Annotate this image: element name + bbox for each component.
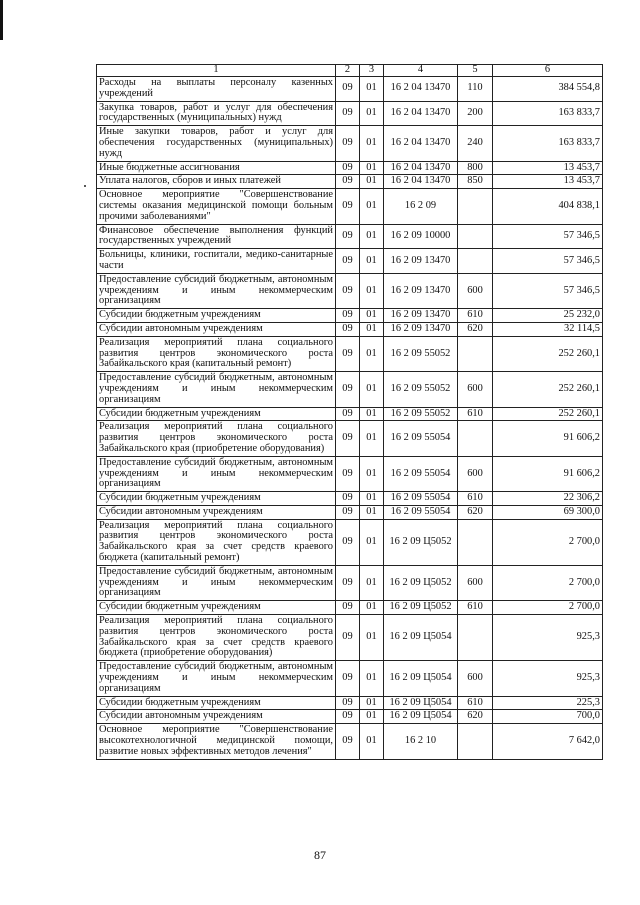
- header-col-4: 4: [384, 65, 458, 77]
- row-expense-type-cell: 110: [458, 77, 493, 102]
- table-row: [97, 175, 603, 189]
- row-amount-cell: 384 554,8: [493, 77, 603, 102]
- row-subsection-cell: 01: [360, 309, 384, 323]
- row-amount-cell: 925,3: [493, 661, 603, 696]
- row-subsection-cell: 01: [360, 505, 384, 519]
- row-expense-type-cell: 610: [458, 601, 493, 615]
- row-section-cell: 09: [336, 421, 360, 456]
- row-expense-type-cell: 600: [458, 372, 493, 407]
- row-name-cell: Субсидии бюджетным учреждениям: [97, 696, 336, 710]
- header-col-1: 1: [97, 65, 336, 77]
- table-row: [97, 565, 603, 600]
- row-section-cell: 09: [336, 273, 360, 308]
- row-name-cell: Реализация мероприятий плана социального развития центров экономического роста Забайкальского края (капитальный ремонт): [97, 336, 336, 371]
- row-name-cell: Предоставление субсидий бюджетным, автономным учреждениям и иным некоммерческим организациям: [97, 456, 336, 491]
- row-name-cell: Уплата налогов, сборов и иных платежей: [97, 175, 336, 189]
- header-col-3: 3: [360, 65, 384, 77]
- table-row: [97, 710, 603, 724]
- row-name-cell: Предоставление субсидий бюджетным, автономным учреждениям и иным некоммерческим организациям: [97, 661, 336, 696]
- row-name-cell: Основное мероприятие "Совершенствование высокотехнологичной медицинской помощи, развитие новых эффективных методов лечения": [97, 724, 336, 759]
- row-subsection-cell: 01: [360, 101, 384, 126]
- header-col-2: 2: [336, 65, 360, 77]
- row-section-cell: 09: [336, 309, 360, 323]
- table-body: [97, 77, 603, 760]
- row-amount-cell: 2 700,0: [493, 601, 603, 615]
- row-section-cell: 09: [336, 322, 360, 336]
- row-expense-type-cell: [458, 249, 493, 274]
- row-section-cell: 09: [336, 175, 360, 189]
- row-section-cell: 09: [336, 249, 360, 274]
- row-name-cell: Субсидии бюджетным учреждениям: [97, 601, 336, 615]
- row-amount-cell: 22 306,2: [493, 492, 603, 506]
- table-row: [97, 224, 603, 249]
- row-expense-type-cell: 610: [458, 492, 493, 506]
- table-row: [97, 249, 603, 274]
- table-row: [97, 615, 603, 661]
- row-amount-cell: 69 300,0: [493, 505, 603, 519]
- row-name-cell: Субсидии бюджетным учреждениям: [97, 407, 336, 421]
- row-target-article-cell: 16 2 09 55052: [384, 336, 458, 371]
- row-section-cell: 09: [336, 126, 360, 161]
- row-subsection-cell: 01: [360, 407, 384, 421]
- row-expense-type-cell: 610: [458, 407, 493, 421]
- row-name-cell: Субсидии бюджетным учреждениям: [97, 492, 336, 506]
- row-name-cell: Предоставление субсидий бюджетным, автономным учреждениям и иным некоммерческим организациям: [97, 273, 336, 308]
- table-row: [97, 77, 603, 102]
- row-expense-type-cell: 600: [458, 273, 493, 308]
- row-amount-cell: 91 606,2: [493, 456, 603, 491]
- row-expense-type-cell: [458, 724, 493, 759]
- row-name-cell: Расходы на выплаты персоналу казенных учреждений: [97, 77, 336, 102]
- row-subsection-cell: 01: [360, 224, 384, 249]
- row-name-cell: Предоставление субсидий бюджетным, автономным учреждениям и иным некоммерческим организациям: [97, 565, 336, 600]
- row-section-cell: 09: [336, 407, 360, 421]
- row-section-cell: 09: [336, 615, 360, 661]
- row-expense-type-cell: [458, 189, 493, 224]
- row-name-cell: Финансовое обеспечение выполнения функций государственных учреждений: [97, 224, 336, 249]
- row-subsection-cell: 01: [360, 615, 384, 661]
- row-expense-type-cell: [458, 615, 493, 661]
- row-expense-type-cell: [458, 519, 493, 565]
- row-expense-type-cell: 610: [458, 696, 493, 710]
- row-amount-cell: 225,3: [493, 696, 603, 710]
- row-subsection-cell: 01: [360, 322, 384, 336]
- row-expense-type-cell: 620: [458, 505, 493, 519]
- table-row: [97, 456, 603, 491]
- row-name-cell: Реализация мероприятий плана социального развития центров экономического роста Забайкальского края за счет средств краевого бюджета (капитальный ремонт): [97, 519, 336, 565]
- row-expense-type-cell: [458, 421, 493, 456]
- row-section-cell: 09: [336, 710, 360, 724]
- row-subsection-cell: 01: [360, 372, 384, 407]
- row-section-cell: 09: [336, 372, 360, 407]
- row-target-article-cell: 16 2 09 13470: [384, 273, 458, 308]
- scan-corner-mark: [0, 0, 3, 40]
- row-section-cell: 09: [336, 519, 360, 565]
- row-name-cell: Основное мероприятие "Совершенствование системы оказания медицинской помощи больным прочими заболеваниями": [97, 189, 336, 224]
- row-amount-cell: 57 346,5: [493, 273, 603, 308]
- row-target-article-cell: 16 2 09 Ц5052: [384, 519, 458, 565]
- row-amount-cell: 252 260,1: [493, 372, 603, 407]
- row-name-cell: Реализация мероприятий плана социального развития центров экономического роста Забайкальского края (приобретение оборудования): [97, 421, 336, 456]
- table-row: [97, 492, 603, 506]
- row-amount-cell: 404 838,1: [493, 189, 603, 224]
- table-row: [97, 336, 603, 371]
- table-row: [97, 421, 603, 456]
- row-target-article-cell: 16 2 09: [384, 189, 458, 224]
- table-row: [97, 309, 603, 323]
- row-name-cell: Субсидии автономным учреждениям: [97, 710, 336, 724]
- row-target-article-cell: 16 2 09 55054: [384, 505, 458, 519]
- row-target-article-cell: 16 2 09 13470: [384, 309, 458, 323]
- row-subsection-cell: 01: [360, 565, 384, 600]
- row-amount-cell: 2 700,0: [493, 519, 603, 565]
- page-number: 87: [314, 848, 326, 862]
- table-row: [97, 696, 603, 710]
- row-subsection-cell: 01: [360, 175, 384, 189]
- row-subsection-cell: 01: [360, 161, 384, 175]
- row-section-cell: 09: [336, 336, 360, 371]
- row-section-cell: 09: [336, 77, 360, 102]
- row-expense-type-cell: 200: [458, 101, 493, 126]
- table-row: [97, 601, 603, 615]
- row-expense-type-cell: 610: [458, 309, 493, 323]
- header-col-6: 6: [493, 65, 603, 77]
- row-target-article-cell: 16 2 04 13470: [384, 175, 458, 189]
- row-amount-cell: 13 453,7: [493, 175, 603, 189]
- row-section-cell: 09: [336, 661, 360, 696]
- row-amount-cell: 252 260,1: [493, 336, 603, 371]
- table-row: [97, 126, 603, 161]
- row-expense-type-cell: 600: [458, 661, 493, 696]
- budget-table: [96, 64, 603, 760]
- row-target-article-cell: 16 2 04 13470: [384, 77, 458, 102]
- row-section-cell: 09: [336, 505, 360, 519]
- row-subsection-cell: 01: [360, 336, 384, 371]
- row-expense-type-cell: [458, 336, 493, 371]
- table-row: [97, 505, 603, 519]
- row-name-cell: Иные бюджетные ассигнования: [97, 161, 336, 175]
- row-expense-type-cell: 620: [458, 322, 493, 336]
- row-target-article-cell: 16 2 09 13470: [384, 322, 458, 336]
- row-amount-cell: 25 232,0: [493, 309, 603, 323]
- row-section-cell: 09: [336, 601, 360, 615]
- row-name-cell: Реализация мероприятий плана социального развития центров экономического роста Забайкальского края за счет средств краевого бюджета (приобретение оборудования): [97, 615, 336, 661]
- row-amount-cell: 32 114,5: [493, 322, 603, 336]
- row-target-article-cell: 16 2 10: [384, 724, 458, 759]
- row-amount-cell: 252 260,1: [493, 407, 603, 421]
- row-amount-cell: 163 833,7: [493, 126, 603, 161]
- row-target-article-cell: 16 2 09 55054: [384, 456, 458, 491]
- row-subsection-cell: 01: [360, 249, 384, 274]
- table-header-row: [97, 65, 603, 77]
- row-subsection-cell: 01: [360, 724, 384, 759]
- row-target-article-cell: 16 2 04 13470: [384, 161, 458, 175]
- row-subsection-cell: 01: [360, 710, 384, 724]
- row-amount-cell: 2 700,0: [493, 565, 603, 600]
- row-expense-type-cell: 620: [458, 710, 493, 724]
- row-expense-type-cell: 240: [458, 126, 493, 161]
- row-target-article-cell: 16 2 09 Ц5054: [384, 710, 458, 724]
- row-amount-cell: 700,0: [493, 710, 603, 724]
- row-name-cell: Закупка товаров, работ и услуг для обеспечения государственных (муниципальных) нужд: [97, 101, 336, 126]
- table-row: [97, 273, 603, 308]
- row-amount-cell: 57 346,5: [493, 224, 603, 249]
- row-name-cell: Больницы, клиники, госпитали, медико-санитарные части: [97, 249, 336, 274]
- row-subsection-cell: 01: [360, 601, 384, 615]
- row-amount-cell: 163 833,7: [493, 101, 603, 126]
- row-subsection-cell: 01: [360, 421, 384, 456]
- row-target-article-cell: 16 2 09 Ц5052: [384, 565, 458, 600]
- row-section-cell: 09: [336, 456, 360, 491]
- row-target-article-cell: 16 2 04 13470: [384, 101, 458, 126]
- row-subsection-cell: 01: [360, 661, 384, 696]
- row-target-article-cell: 16 2 09 Ц5054: [384, 615, 458, 661]
- row-target-article-cell: 16 2 09 55052: [384, 407, 458, 421]
- row-section-cell: 09: [336, 724, 360, 759]
- row-expense-type-cell: [458, 224, 493, 249]
- row-amount-cell: 13 453,7: [493, 161, 603, 175]
- row-section-cell: 09: [336, 224, 360, 249]
- row-expense-type-cell: 850: [458, 175, 493, 189]
- row-target-article-cell: 16 2 04 13470: [384, 126, 458, 161]
- row-subsection-cell: 01: [360, 519, 384, 565]
- row-subsection-cell: 01: [360, 273, 384, 308]
- row-subsection-cell: 01: [360, 126, 384, 161]
- table-row: [97, 322, 603, 336]
- row-name-cell: Предоставление субсидий бюджетным, автономным учреждениям и иным некоммерческим организациям: [97, 372, 336, 407]
- row-subsection-cell: 01: [360, 456, 384, 491]
- table-row: [97, 101, 603, 126]
- row-target-article-cell: 16 2 09 55052: [384, 372, 458, 407]
- row-amount-cell: 91 606,2: [493, 421, 603, 456]
- table-row: [97, 161, 603, 175]
- row-target-article-cell: 16 2 09 Ц5054: [384, 696, 458, 710]
- table-row: [97, 189, 603, 224]
- row-target-article-cell: 16 2 09 10000: [384, 224, 458, 249]
- row-subsection-cell: 01: [360, 189, 384, 224]
- row-name-cell: Иные закупки товаров, работ и услуг для обеспечения государственных (муниципальных) нужд: [97, 126, 336, 161]
- row-expense-type-cell: 800: [458, 161, 493, 175]
- row-section-cell: 09: [336, 696, 360, 710]
- row-name-cell: Субсидии автономным учреждениям: [97, 322, 336, 336]
- header-col-5: 5: [458, 65, 493, 77]
- scan-speck: [84, 185, 86, 187]
- row-name-cell: Субсидии бюджетным учреждениям: [97, 309, 336, 323]
- row-section-cell: 09: [336, 565, 360, 600]
- table-row: [97, 724, 603, 759]
- row-target-article-cell: 16 2 09 55054: [384, 492, 458, 506]
- row-expense-type-cell: 600: [458, 565, 493, 600]
- table-row: [97, 661, 603, 696]
- row-subsection-cell: 01: [360, 77, 384, 102]
- row-target-article-cell: 16 2 09 55054: [384, 421, 458, 456]
- row-section-cell: 09: [336, 101, 360, 126]
- table-row: [97, 372, 603, 407]
- row-subsection-cell: 01: [360, 492, 384, 506]
- row-amount-cell: 925,3: [493, 615, 603, 661]
- row-subsection-cell: 01: [360, 696, 384, 710]
- row-section-cell: 09: [336, 161, 360, 175]
- row-target-article-cell: 16 2 09 Ц5054: [384, 661, 458, 696]
- row-amount-cell: 7 642,0: [493, 724, 603, 759]
- row-target-article-cell: 16 2 09 Ц5052: [384, 601, 458, 615]
- row-amount-cell: 57 346,5: [493, 249, 603, 274]
- row-target-article-cell: 16 2 09 13470: [384, 249, 458, 274]
- row-section-cell: 09: [336, 189, 360, 224]
- row-section-cell: 09: [336, 492, 360, 506]
- table-row: [97, 407, 603, 421]
- row-name-cell: Субсидии автономным учреждениям: [97, 505, 336, 519]
- table-row: [97, 519, 603, 565]
- row-expense-type-cell: 600: [458, 456, 493, 491]
